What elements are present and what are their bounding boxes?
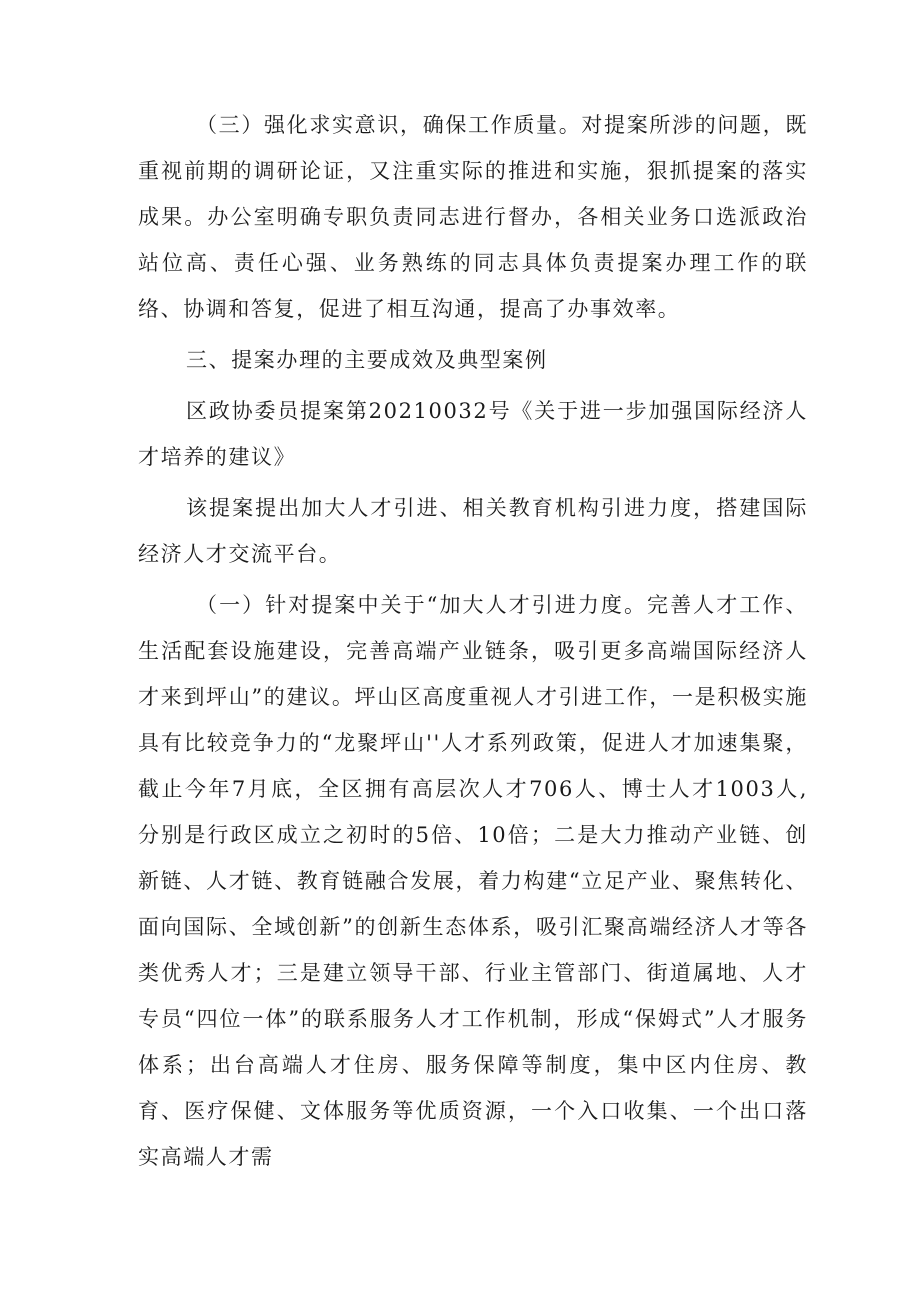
paragraph-quality-assurance: （三）强化求实意识，确保工作质量。对提案所涉的问题，既重视前期的调研论证，又注重实际的推进和实施，狠抓提案的落实成果。办公室明确专职负责同志进行督办，各相关业务口选派政治站位高、责任心强、业务熟练的同志具体负责提案办理工作的联络、协调和答复，促进了相互沟通，提高了办事效率。	[138, 113, 808, 321]
paragraph-talent-introduction: （一）针对提案中关于“加大人才引进力度。完善人才工作、生活配套设施建设，完善高端产业链条，吸引更多高端国际经济人才来到坪山”的建议。坪山区高度重视人才引进工作，一是积极实施具有比较竞争力的“龙聚坪山''人才系列政策，促进人才加速集聚，截止今年7月底，全区拥有高层次人才706人、博士人才1003人,分别是行政区成立之初时的5倍、10倍；二是大力推动产业链、创新链、人才链、教育链融合发展，着力构建“立足产业、聚焦转化、面向国际、全域创新”的创新生态体系，吸引汇聚高端经济人才等各类优秀人才；三是建立领导干部、行业主管部门、街道属地、人才专员“四位一体”的联系服务人才工作机制，形成“保姆式”人才服务体系；出台高端人才住房、服务保障等制度，集中区内住房、教育、医疗保健、文体服务等优质资源，一个入口收集、一个出口落实高端人才需	[138, 593, 808, 1169]
proposal-title: 区政协委员提案第20210032号《关于进一步加强国际经济人才培养的建议》	[138, 399, 808, 469]
proposal-summary: 该提案提出加大人才引进、相关教育机构引进力度，搭建国际经济人才交流平台。	[138, 496, 808, 566]
section-heading-results: 三、提案办理的主要成效及典型案例	[186, 348, 548, 372]
